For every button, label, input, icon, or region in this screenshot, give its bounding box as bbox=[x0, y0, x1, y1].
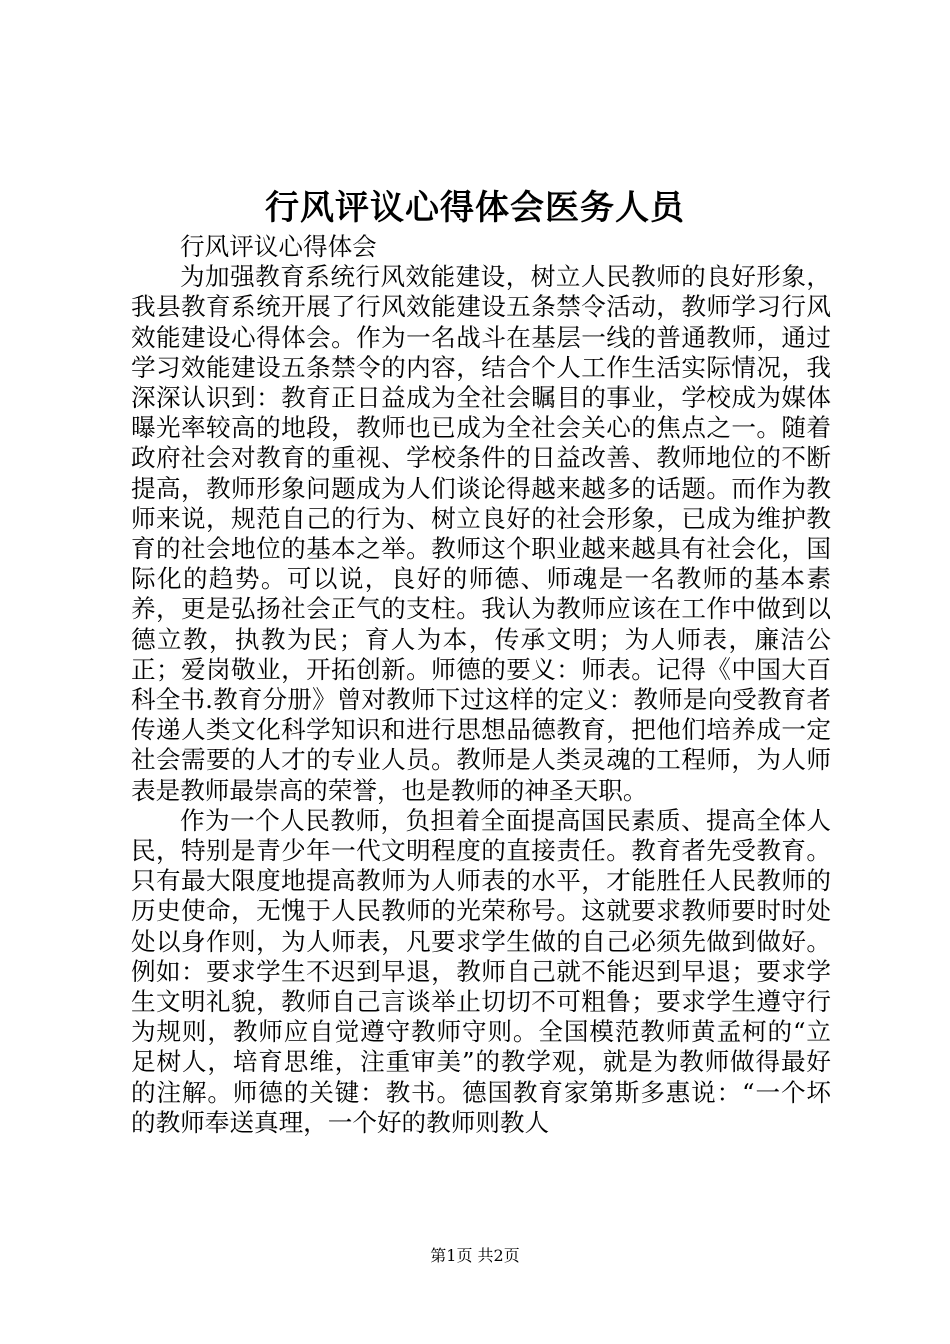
document-title: 行风评议心得体会医务人员 bbox=[265, 188, 685, 228]
page-footer: 第1页 共2页 bbox=[430, 1246, 520, 1265]
document-body bbox=[131, 232, 831, 1138]
paragraph-1: 为加强教育系统行风效能建设，树立人民教师的良好形象，我县教育系统开展了行风效能建设五条禁令活动，教师学习行风效能建设心得体会。作为一名战斗在基层一线的普通教师，通过学习效能建设五条禁令的内容，结合个人工作生活实际情况，我深深认识到：教育正日益成为全社会瞩目的事业，学校成为媒体曝光率较高的地段，教师也已成为全社会关心的焦点之一。随着政府社会对教育的重视、学校条件的日益改善、教师地位的不断提高，教师形象问题成为人们谈论得越来越多的话题。而作为教师来说，规范自己的行为、树立良好的社会形象，已成为维护教育的社会地位的基本之举。教师这个职业越来越具有社会化，国际化的趋势。可以说，良好的师德、师魂是一名教师的基本素养，更是弘扬社会正气的支柱。我认为教师应该在工作中做到以德立教，执教为民；育人为本，传承文明；为人师表，廉洁公正；爱岗敬业，开拓创新。师德的要义：师表。记得《中国大百科全书.教育分册》曾对教师下过这样的定义：教师是向受教育者传递人类文化科学知识和进行思想品德教育，把他们培养成一定社会需要的人才的专业人员。教师是人类灵魂的工程师，为人师表是教师最崇高的荣誉，也是教师的神圣天职。 bbox=[131, 262, 831, 805]
paragraph-2: 作为一个人民教师，负担着全面提高国民素质、提高全体人民，特别是青少年一代文明程度的直接责任。教育者先受教育。只有最大限度地提高教师为人师表的水平，才能胜任人民教师的历史使命，无愧于人民教师的光荣称号。这就要求教师要时时处处以身作则，为人师表，凡要求学生做的自己必须先做到做好。例如：要求学生不迟到早退，教师自己就不能迟到早退；要求学生文明礼貌，教师自己言谈举止切切不可粗鲁；要求学生遵守行为规则，教师应自觉遵守教师守则。全国模范教师黄孟柯的“立足树人，培育思维，注重审美”的教学观，就是为教师做得最好的注解。师德的关键：教书。德国教育家第斯多惠说：“一个坏的教师奉送真理，一个好的教师则教人 bbox=[131, 805, 831, 1137]
document-subheading: 行风评议心得体会 bbox=[180, 232, 377, 261]
